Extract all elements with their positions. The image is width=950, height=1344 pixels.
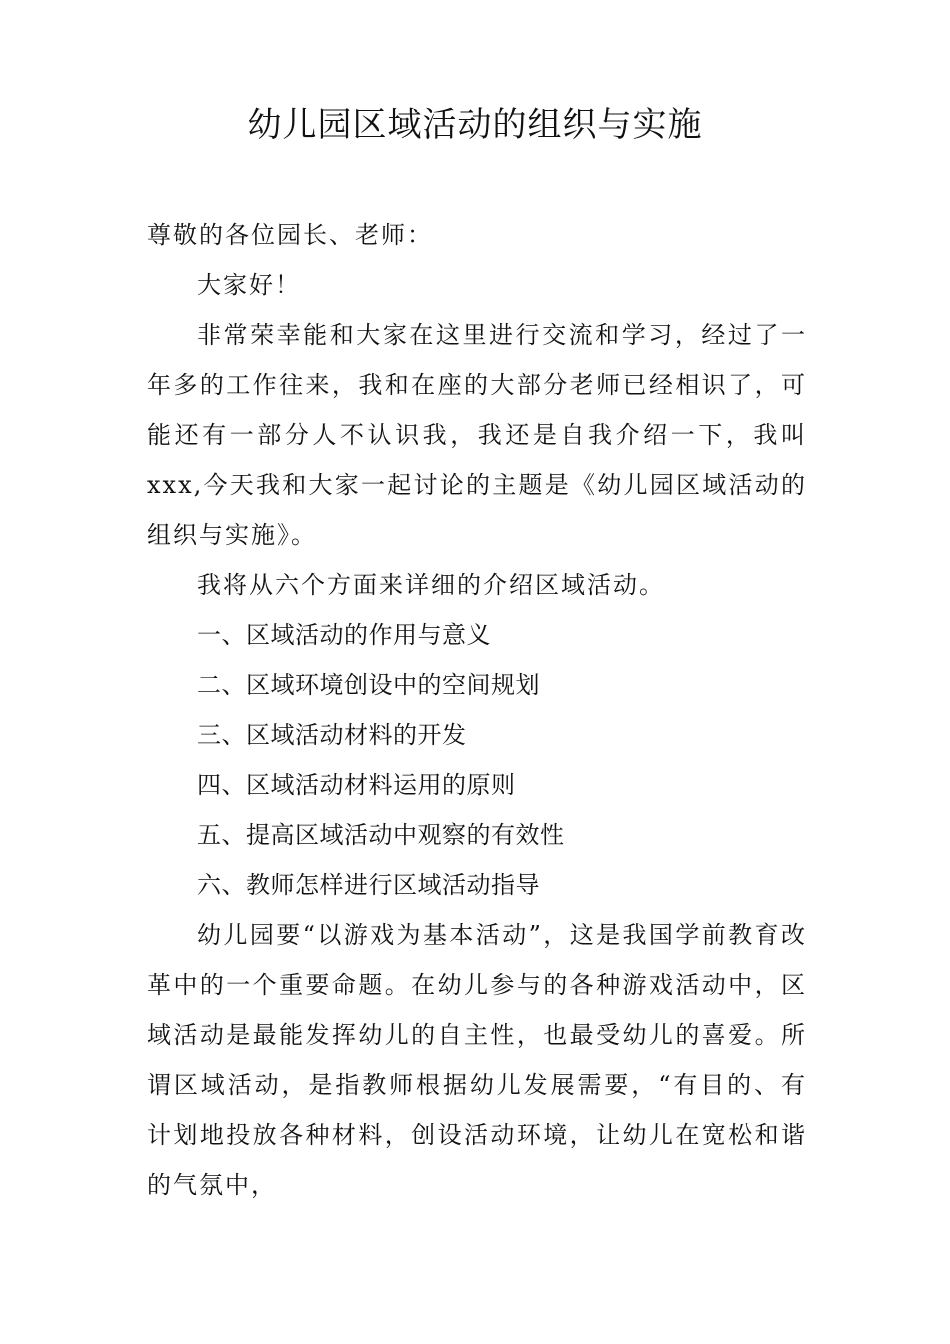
overview-paragraph: 我将从六个方面来详细的介绍区域活动。 bbox=[197, 571, 665, 599]
section-heading-5: 五、提高区域活动中观察的有效性 bbox=[197, 821, 565, 849]
greeting: 大家好！ bbox=[197, 271, 301, 299]
section-heading-1: 一、区域活动的作用与意义 bbox=[197, 621, 491, 649]
document-title: 幼儿园区域活动的组织与实施 bbox=[247, 105, 703, 145]
section-heading-4: 四、区域活动材料运用的原则 bbox=[197, 771, 516, 799]
section-heading-6: 六、教师怎样进行区域活动指导 bbox=[197, 871, 540, 899]
section-heading-3: 三、区域活动材料的开发 bbox=[197, 721, 467, 749]
intro-paragraph: 非常荣幸能和大家在这里进行交流和学习，经过了一年多的工作往来，我和在座的大部分老师已经相识了，可能还有一部分人不认识我，我还是自我介绍一下，我叫xxx,今天我和大家一起讨论的主题是《幼儿园区域活动的组织与实施》。 bbox=[147, 321, 807, 549]
section-heading-2: 二、区域环境创设中的空间规划 bbox=[197, 671, 540, 699]
document-body bbox=[147, 210, 807, 1210]
closing-paragraph: 幼儿园要“以游戏为基本活动”，这是我国学前教育改革中的一个重要命题。在幼儿参与的各种游戏活动中，区域活动是最能发挥幼儿的自主性，也最受幼儿的喜爱。所谓区域活动，是指教师根据幼儿发展需要，“有目的、有计划地投放各种材料，创设活动环境，让幼儿在宽松和谐的气氛中， bbox=[147, 921, 807, 1199]
salutation: 尊敬的各位园长、老师： bbox=[147, 221, 433, 249]
